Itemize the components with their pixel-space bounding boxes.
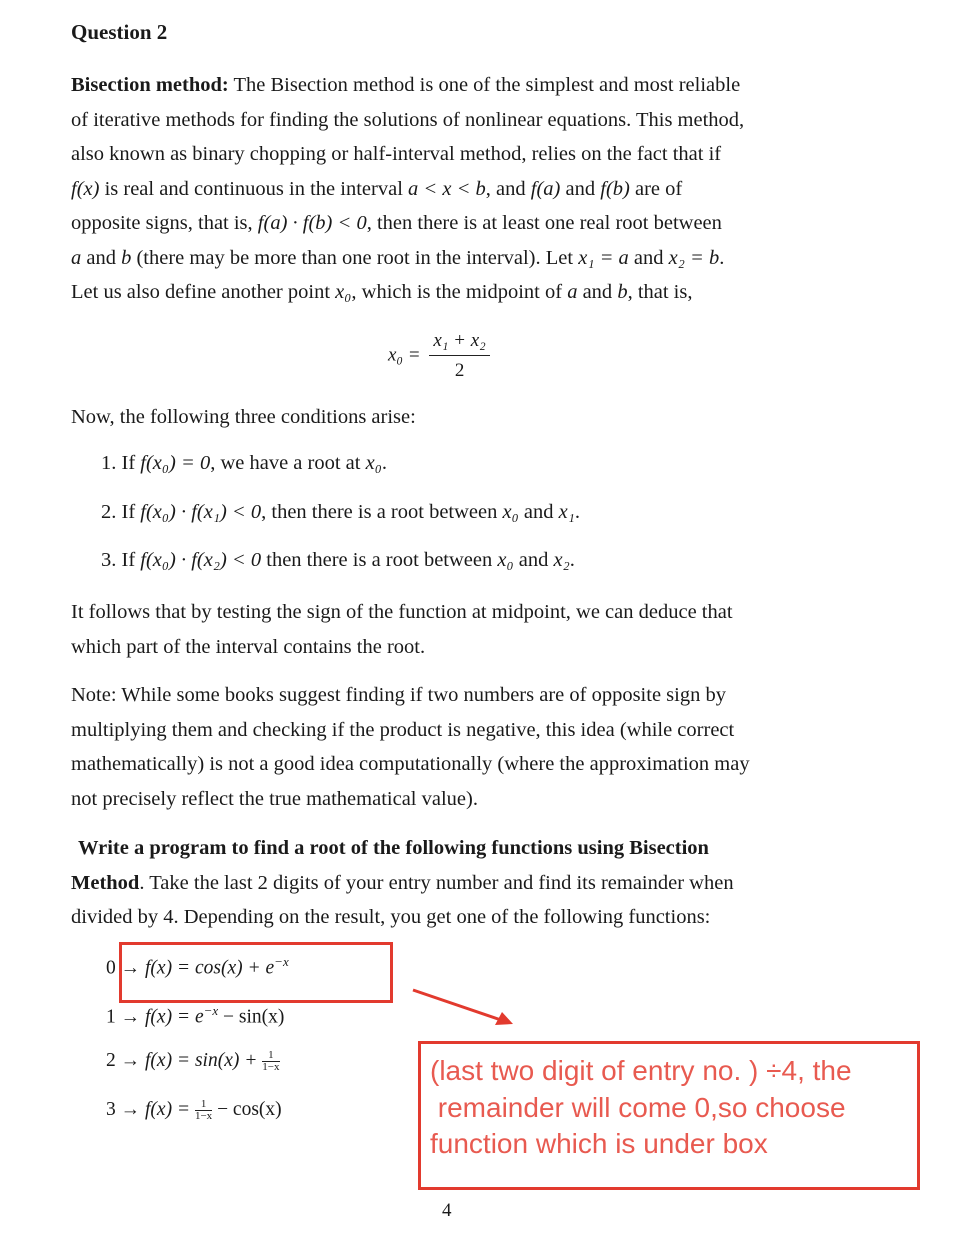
para1-line-4: f(x) is real and continuous in the interval a < x < b, and f(a) and f(b) are of xyxy=(71,177,683,200)
page-number: 4 xyxy=(442,1200,452,1221)
question-heading: Question 2 xyxy=(71,20,168,44)
conditions-intro: Now, the following three conditions arise: xyxy=(71,406,416,428)
note-paragraph: Note: While some books suggest finding if two numbers are of opposite sign by multiplying them and checking if the product is negative, this idea (while correct mathematically) is not a good idea computationally (where the approximation may not precisely reflect the true mathematical value). xyxy=(71,684,750,810)
annotation-arrow-icon xyxy=(405,980,520,1035)
midpoint-lhs: x₀ = xyxy=(388,344,421,366)
para1-line-5: opposite signs, that is, f(a) · f(b) < 0, then there is at least one real root between xyxy=(71,212,722,234)
para1-line-7: Let us also define another point x₀, which is the midpoint of a and b, that is, xyxy=(71,281,693,303)
sign-test-paragraph: It follows that by testing the sign of the function at midpoint, we can deduce that which part of the interval contains the root. xyxy=(71,601,733,658)
condition-item: 2. If f(x₀) · f(x₁) < 0, then there is a root between x₀ and x₁. xyxy=(101,501,580,523)
bisection-paragraph xyxy=(71,68,871,310)
function-option: 3 → f(x) = $\frac{1}{1-x}$ − cos(x) xyxy=(106,1098,282,1123)
function-fraction: $\frac{1}{1-x}$ xyxy=(194,1098,213,1123)
function-option: $1 \to f(x) = e^{-x} - \sin(x)$ xyxy=(106,1003,285,1028)
annotation-text: (last two digit of entry no. ) ÷4, the remainder will come 0,so choose function which is under box xyxy=(430,1055,852,1159)
function-option: $0 \to f(x) = \cos(x) + e^{-x}$ xyxy=(106,954,289,979)
midpoint-numerator: x₁ + x₂ xyxy=(429,330,489,356)
para1-line-1: Bisection method: The Bisection method is one of the simplest and most reliable xyxy=(71,74,741,96)
midpoint-fraction xyxy=(429,330,489,382)
midpoint-formula xyxy=(388,330,490,382)
task-paragraph: Write a program to find a root of the following functions using Bisection Method. Take the last 2 digits of your entry number and find its remainder when divided by 4. Depending on the result, you get one of the following functions: xyxy=(71,837,734,928)
para1-line-6: a and b (there may be more than one root in the interval). Let x₁ = a and x₂ = b. xyxy=(71,246,725,269)
condition-item: 1. If f(x₀) = 0, we have a root at x₀. xyxy=(101,452,387,474)
function-fraction: $\frac{1}{1-x}$ xyxy=(262,1049,280,1074)
para1-line-2: of iterative methods for finding the solutions of nonlinear equations. This method, xyxy=(71,108,745,131)
para1-line-3: also known as binary chopping or half-interval method, relies on the fact that if xyxy=(71,143,722,165)
condition-item: 3. If f(x₀) · f(x₂) < 0 then there is a root between x₀ and x₂. xyxy=(101,549,575,571)
function-option: 2 → f(x) = sin(x) + $\frac{1}{1-x}$ xyxy=(106,1049,280,1074)
highlight-box xyxy=(119,942,393,1003)
midpoint-denominator: 2 xyxy=(454,360,465,381)
